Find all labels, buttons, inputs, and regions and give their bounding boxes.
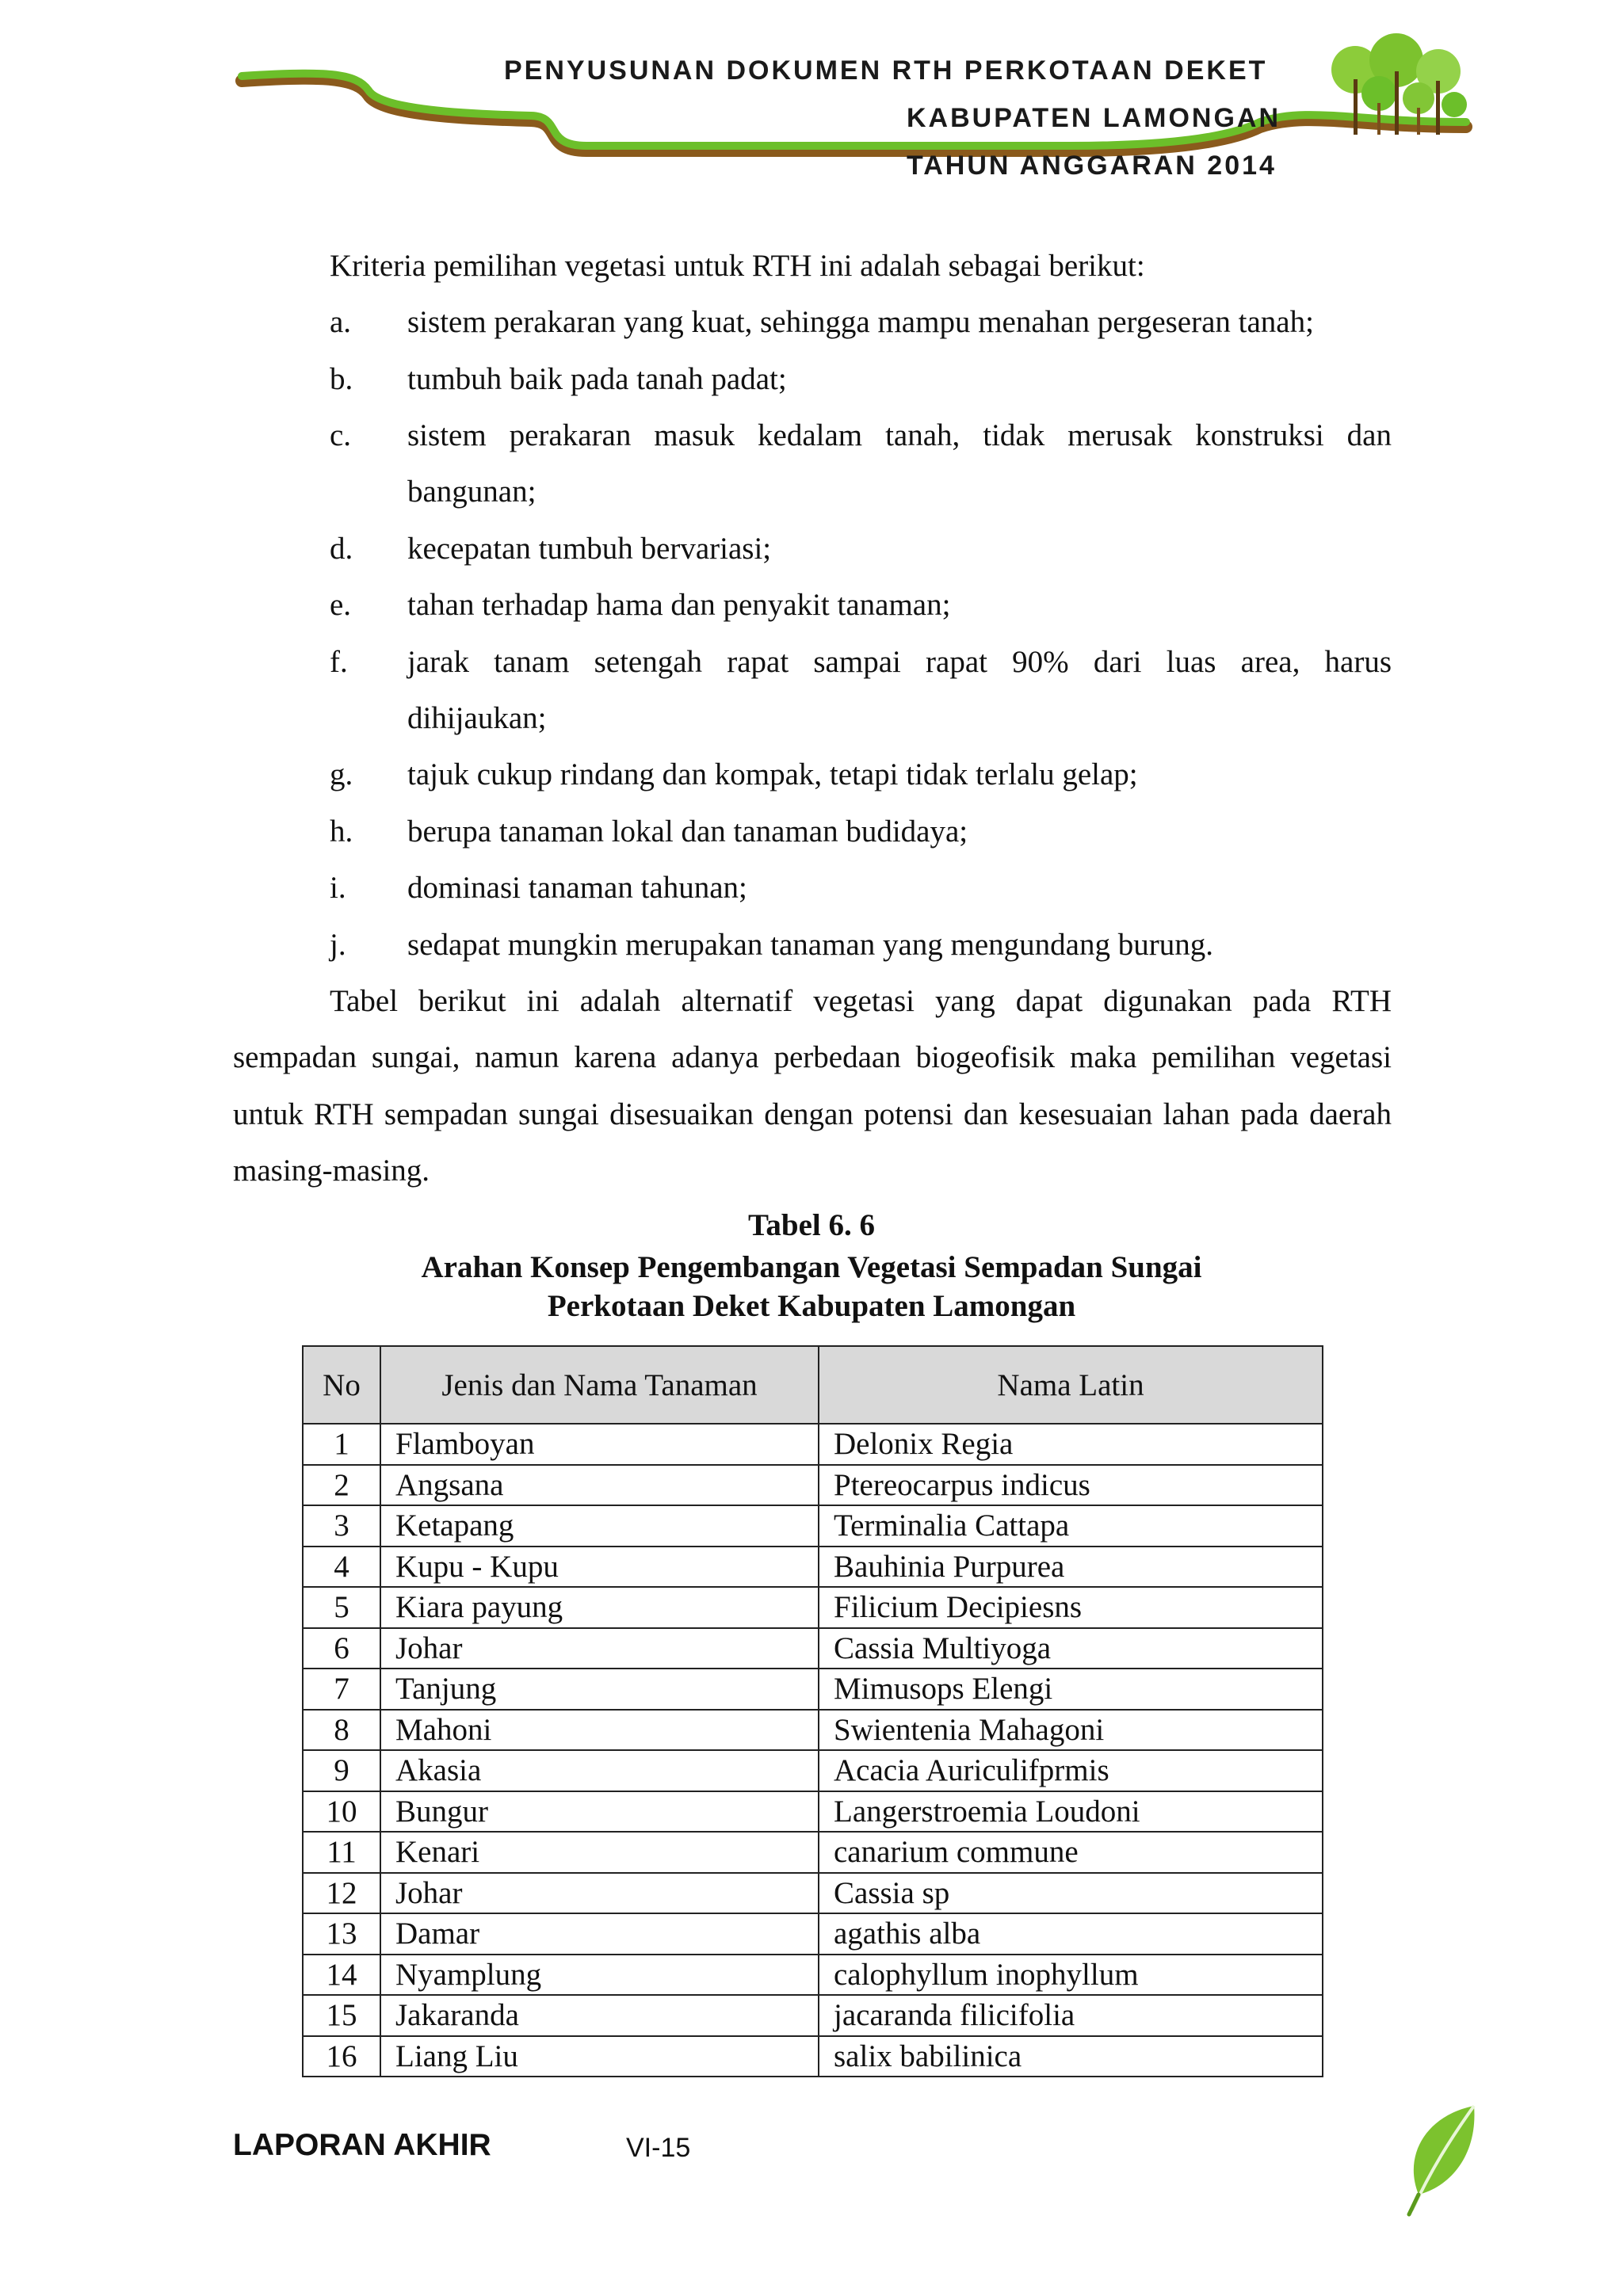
latin-name: Mimusops Elengi <box>819 1669 1323 1710</box>
table-row <box>303 1913 1323 1955</box>
plant-name: Johar <box>380 1873 819 1914</box>
plant-name: Kiara payung <box>380 1587 819 1628</box>
table-title-line1: Arahan Konsep Pengembangan Vegetasi Sempadan Sungai <box>421 1250 1202 1284</box>
row-number: 14 <box>303 1955 380 1996</box>
row-number: 7 <box>303 1669 380 1710</box>
table-row <box>303 1505 1323 1547</box>
table-number: Tabel 6. 6 <box>747 1208 876 1242</box>
table-row <box>303 1710 1323 1751</box>
col-header-latin: Nama Latin <box>819 1346 1323 1424</box>
table-row <box>303 1628 1323 1669</box>
criteria-letter: d. <box>330 532 353 566</box>
row-number: 9 <box>303 1750 380 1791</box>
criteria-text-line2: bangunan; <box>407 475 537 509</box>
criteria-text: tumbuh baik pada tanah padat; <box>407 362 787 396</box>
criteria-letter: j. <box>330 928 346 962</box>
table-row <box>303 2036 1323 2077</box>
criteria-letter: c. <box>330 418 352 452</box>
plant-name: Damar <box>380 1913 819 1955</box>
row-number: 8 <box>303 1710 380 1751</box>
footer-label: LAPORAN AKHIR <box>233 2128 491 2162</box>
intro-text: Kriteria pemilihan vegetasi untuk RTH ini adalah sebagai berikut: <box>330 249 1145 283</box>
latin-name: Ptereocarpus indicus <box>819 1465 1323 1506</box>
leaf-icon <box>1395 2100 1490 2218</box>
vegetation-table <box>302 1345 1323 2077</box>
plant-name: Mahoni <box>380 1710 819 1751</box>
plant-name: Akasia <box>380 1750 819 1791</box>
criteria-text: kecepatan tumbuh bervariasi; <box>407 532 772 566</box>
col-header-name: Jenis dan Nama Tanaman <box>380 1346 819 1424</box>
plant-name: Tanjung <box>380 1669 819 1710</box>
latin-name: Langerstroemia Loudoni <box>819 1791 1323 1833</box>
table-row <box>303 1750 1323 1791</box>
plant-name: Angsana <box>380 1465 819 1506</box>
row-number: 13 <box>303 1913 380 1955</box>
table-row <box>303 1791 1323 1833</box>
criteria-text: dominasi tanaman tahunan; <box>407 871 747 905</box>
latin-name: agathis alba <box>819 1913 1323 1955</box>
latin-name: Filicium Decipiesns <box>819 1587 1323 1628</box>
criteria-letter: f. <box>330 645 348 679</box>
latin-name: canarium commune <box>819 1832 1323 1873</box>
plant-name: Kupu - Kupu <box>380 1547 819 1588</box>
row-number: 12 <box>303 1873 380 1914</box>
latin-name: Acacia Auriculifprmis <box>819 1750 1323 1791</box>
plant-name: Liang Liu <box>380 2036 819 2077</box>
criteria-text: sedapat mungkin merupakan tanaman yang mengundang burung. <box>407 928 1213 962</box>
latin-name: salix babilinica <box>819 2036 1323 2077</box>
row-number: 16 <box>303 2036 380 2077</box>
table-row <box>303 1955 1323 1996</box>
table-title-line2: Perkotaan Deket Kabupaten Lamongan <box>547 1289 1076 1323</box>
table-row <box>303 1587 1323 1628</box>
table-row <box>303 1995 1323 2036</box>
criteria-text-line1: jarak tanam setengah rapat sampai rapat 90% dari luas area, harus <box>407 645 1392 679</box>
criteria-text: tahan terhadap hama dan penyakit tanaman; <box>407 588 951 622</box>
criteria-text: sistem perakaran yang kuat, sehingga mampu menahan pergeseran tanah; <box>407 305 1314 339</box>
body-paragraph <box>233 973 1392 1199</box>
row-number: 5 <box>303 1587 380 1628</box>
plant-name: Nyamplung <box>380 1955 819 1996</box>
header-title: PENYUSUNAN DOKUMEN RTH PERKOTAAN DEKET <box>504 55 1268 86</box>
row-number: 4 <box>303 1547 380 1588</box>
criteria-text-line2: dihijaukan; <box>407 701 547 736</box>
criteria-text: berupa tanaman lokal dan tanaman budidaya; <box>407 814 968 849</box>
header-regency: KABUPATEN LAMONGAN <box>907 103 1281 133</box>
row-number: 11 <box>303 1832 380 1873</box>
criteria-letter: g. <box>330 757 353 791</box>
latin-name: Swientenia Mahagoni <box>819 1710 1323 1751</box>
header-year: TAHUN ANGGARAN 2014 <box>907 151 1277 181</box>
plant-name: Ketapang <box>380 1505 819 1547</box>
criteria-letter: e. <box>330 588 352 622</box>
criteria-text-line1: sistem perakaran masuk kedalam tanah, tidak merusak konstruksi dan <box>407 418 1392 452</box>
row-number: 6 <box>303 1628 380 1669</box>
plant-name: Bungur <box>380 1791 819 1833</box>
latin-name: Terminalia Cattapa <box>819 1505 1323 1547</box>
row-number: 3 <box>303 1505 380 1547</box>
criteria-text: tajuk cukup rindang dan kompak, tetapi tidak terlalu gelap; <box>407 757 1138 791</box>
latin-name: Cassia sp <box>819 1873 1323 1914</box>
row-number: 10 <box>303 1791 380 1833</box>
table-row <box>303 1424 1323 1465</box>
latin-name: calophyllum inophyllum <box>819 1955 1323 1996</box>
latin-name: Bauhinia Purpurea <box>819 1547 1323 1588</box>
criteria-letter: b. <box>330 362 353 396</box>
row-number: 15 <box>303 1995 380 2036</box>
criteria-letter: a. <box>330 305 352 339</box>
row-number: 2 <box>303 1465 380 1506</box>
table-row <box>303 1465 1323 1506</box>
row-number: 1 <box>303 1424 380 1465</box>
col-header-no: No <box>303 1346 380 1424</box>
table-row <box>303 1832 1323 1873</box>
table-row <box>303 1873 1323 1914</box>
latin-name: jacaranda filicifolia <box>819 1995 1323 2036</box>
table-row <box>303 1547 1323 1588</box>
table-row <box>303 1669 1323 1710</box>
plant-name: Johar <box>380 1628 819 1669</box>
table-header-row <box>303 1346 1323 1424</box>
plant-name: Jakaranda <box>380 1995 819 2036</box>
plant-name: Flamboyan <box>380 1424 819 1465</box>
page-number: VI-15 <box>626 2133 691 2163</box>
criteria-letter: h. <box>330 814 353 849</box>
body-paragraph-text: Tabel berikut ini adalah alternatif vegetasi yang dapat digunakan pada RTH sempadan sungai, namun karena adanya perbedaan biogeofisik maka pemilihan vegetasi untuk RTH sempadan sungai disesuaikan dengan potensi dan kesesuaian lahan pada daerah masing-masing. <box>233 984 1392 1188</box>
plant-name: Kenari <box>380 1832 819 1873</box>
criteria-letter: i. <box>330 871 346 905</box>
latin-name: Cassia Multiyoga <box>819 1628 1323 1669</box>
latin-name: Delonix Regia <box>819 1424 1323 1465</box>
